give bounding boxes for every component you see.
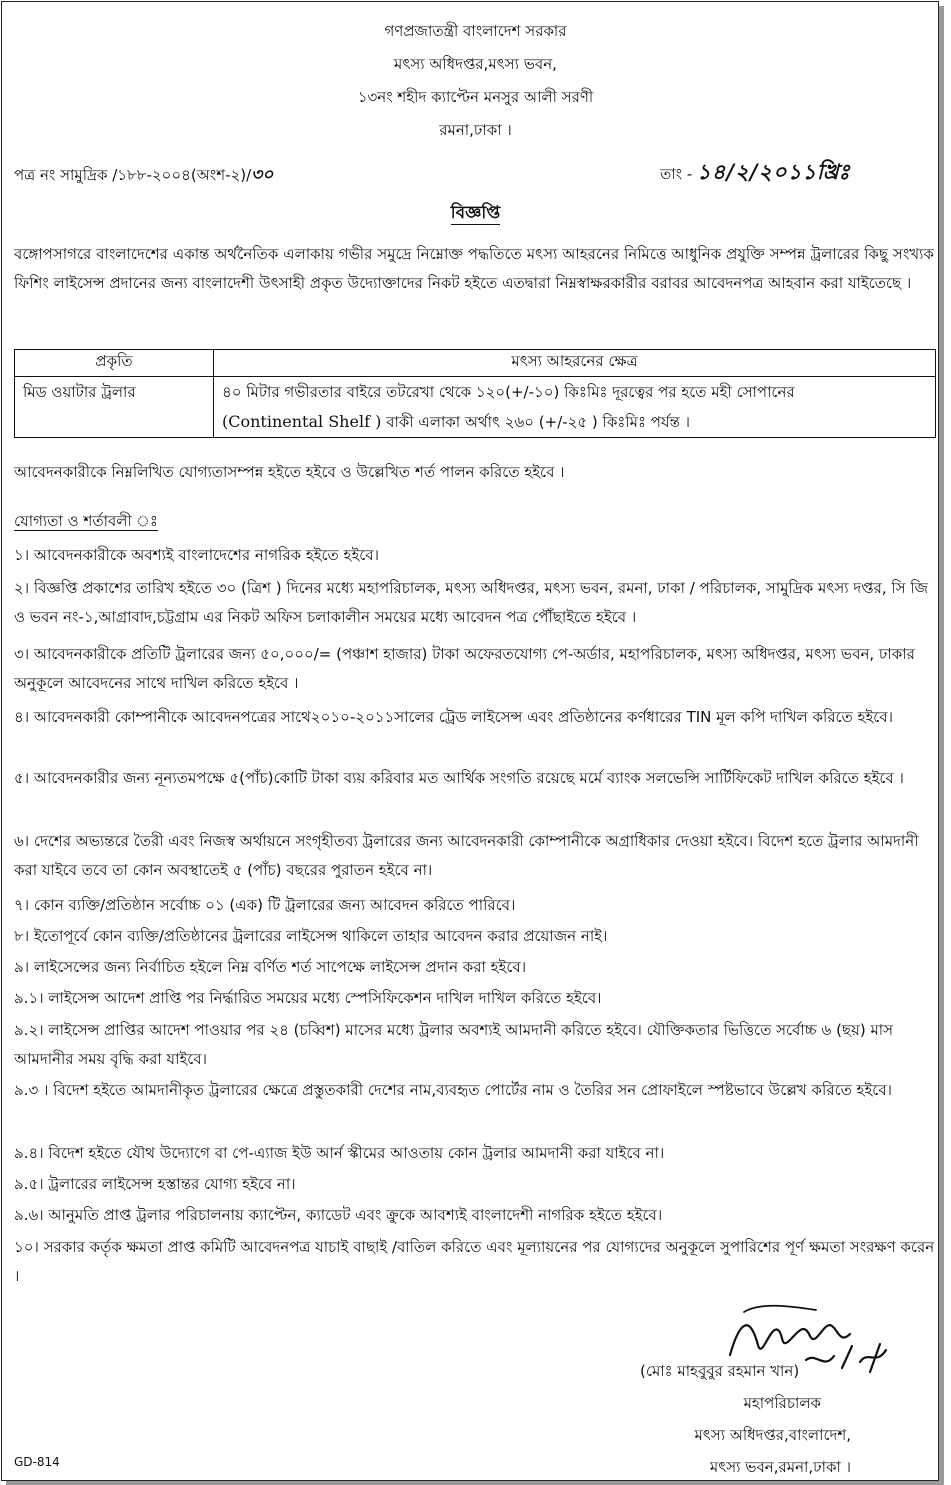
header-city: রমনা,ঢাকা । <box>439 121 512 139</box>
table-header-type: প্রকৃতি <box>15 350 214 377</box>
table-row <box>15 377 936 438</box>
condition-item: ৯.২। লাইসেন্স প্রাপ্তির আদেশ পাওয়ার পর ২৪ (চব্বিশ) মাসের মধ্যে ট্রলার অবশ্যই আমদানী করিতে হইবে। যৌক্তিকতার ভিত্তিতে সর্বোচ্চ ৬ (ছয়) মাস আমদানীর সময় বৃদ্ধি করা যাইবে। <box>14 1021 894 1068</box>
conditions-heading: যোগ্যতা ও শর্তাবলী ঃ <box>14 512 158 530</box>
condition-item: ৯.১। লাইসেন্স আদেশ প্রাপ্তি পর নির্দ্ধারিত সময়ের মধ্যে স্পেসিফিকেশন দাখিল দাখিল করিতে হইবে। <box>14 989 602 1007</box>
header-department: মৎস্য অধিদপ্তর,মৎস্য ভবন, <box>394 55 557 73</box>
continental-shelf-term: (Continental Shelf ) <box>222 412 382 431</box>
header-government: গণপ্রজাতন্ত্রী বাংলাদেশ সরকার <box>384 22 567 40</box>
condition-item: ৯.৫। ট্রলারের লাইসেন্স হস্তান্তর যোগ্য হইবে না। <box>14 1175 296 1193</box>
condition-item: ৬। দেশের অভ্যন্তরে তৈরী এবং নিজস্ব অর্থায়নে সংগৃহীতব্য ট্রলারের জন্য আবেদনকারী কোম্পানীকে অগ্রাধিকার দেওয়া হইবে। বিদেশ হতে ট্রলার আমদানী করা যাইবে তবে তা কোন অবস্থাতেই ৫ (পাঁচ) বছরের পুরাতন হইবে না। <box>14 832 919 879</box>
condition-item: ৯.৬। আনুমতি প্রাপ্ত ট্রলার পরিচালনায় ক্যাপ্টেন, ক্যাডেট এবং ক্রুকে আবশ্যই বাংলাদেশী নাগরিক হইতে হইবে। <box>14 1206 663 1224</box>
signatory-office: মৎস্য অধিদপ্তর,বাংলাদেশ, <box>694 1426 851 1444</box>
requirement-statement: আবেদনকারীকে নিম্নলিখিত যোগ্যতাসম্পন্ন হইতে হইবে ও উল্লেখিত শর্ত পালন করিতে হইবে । <box>14 463 565 481</box>
condition-item: ১। আবেদনকারীকে অবশ্যই বাংলাদেশের নাগরিক হইতে হইবে। <box>14 546 379 564</box>
condition-item: ৯.৩ । বিদেশ হইতে আমদানীকৃত ট্রলারের ক্ষেত্রে প্রস্তুতকারী দেশের নাম,ব্যবহৃত পোর্টের নাম ও তৈরির সন প্রোফাইলে স্পষ্টভাবে উল্লেখ করিতে হইবে। <box>14 1081 893 1099</box>
condition-item: ৪। আবেদনকারী কোম্পানীকে আবেদনপত্রের সাথে২০১০-২০১১সালের ট্রেড লাইসেন্স এবং প্রতিষ্ঠানের কর্ণধারের TIN মূল কপি দাখিল করিতে হইবে। <box>14 708 893 726</box>
notice-title: বিজ্ঞপ্তি <box>450 203 501 223</box>
table-header-area: মৎস্য আহরনের ক্ষেত্র <box>214 350 936 377</box>
condition-item: ৩। আবেদনকারীকে প্রতিটি ট্রলারের জন্য ৫০,০০০/= (পঞ্চাশ হাজার) টাকা অফেরতযোগ্য পে-অর্ডার, মহাপরিচালক, মৎস্য অধিদপ্তর, মৎস্য ভবন, ঢাকার অনুকূলে আবেদনের সাথে দাখিল করিতে হইবে । <box>14 645 915 692</box>
notice-date <box>660 156 851 191</box>
fishing-area-cell <box>214 377 936 438</box>
document-code: GD-814 <box>14 1455 60 1469</box>
trawler-type-cell: মিড ওয়াটার ট্রলার <box>15 377 214 438</box>
table-header-row <box>15 350 936 377</box>
fishing-zone-table <box>14 349 936 438</box>
condition-item: ৮। ইতোপূর্বে কোন ব্যক্তি/প্রতিষ্ঠানের ট্রলারের লাইসেন্স থাকিলে তাহার আবেদন করার প্রয়োজন নাই। <box>14 927 608 945</box>
memo-prefix: পত্র নং সামুদ্রিক /১৮৮-২০০৪(অংশ-২)/ <box>14 166 252 184</box>
date-handwritten: ১৪/২/২০১১খ্রিঃ <box>697 159 851 184</box>
condition-item: ২। বিজ্ঞপ্তি প্রকাশের তারিখ হইতে ৩০ (ত্রিশ ) দিনের মধ্যে মহাপরিচালক, মৎস্য অধিদপ্তর, মৎস্য ভবন, রমনা, ঢাকা / পরিচালক, সামুদ্রিক মৎস্য দপ্তর, সি জি ও ভবন নং-১,আগ্রাবাদ,চট্টগ্রাম এর নিকট অফিস চলাকালীন সময়ের মধ্যে আবেদন পত্র পৌঁছাইতে হইবে । <box>14 579 929 626</box>
condition-item: ১০। সরকার কর্তৃক ক্ষমতা প্রাপ্ত কমিটি আবেদনপত্র যাচাই বাছাই /বাতিল করিতে এবং মূল্যায়নের পর যোগ্যদের অনুকূলে সুপারিশের পূর্ণ ক্ষমতা সংরক্ষণ করেন । <box>14 1238 935 1285</box>
intro-paragraph: বঙ্গোপসাগরে বাংলাদেশের একান্ত অর্থনৈতিক এলাকায় গভীর সমুদ্রে নিম্নোক্ত পদ্ধতিতে মৎস্য আহরনের নিমিত্তে আধুনিক প্রযুক্তি সম্পন্ন ট্রলারের কিছু সংখ্যক ফিশিং লাইসেন্স প্রদানের জন্য বাংলাদেশী উৎসাহী প্রকৃত উদ্যোক্তাদের নিকট হইতে এতদ্বারা নিম্নস্বাক্ষরকারীর বরাবর আবেদনপত্র আহবান করা যাইতেছে । <box>14 245 934 292</box>
header-street: ১৩নং শহীদ ক্যাপ্টেন মনসুর আলী সরণী <box>357 88 594 106</box>
fishing-area-text-b: বাকী এলাকা অর্থাৎ ২৬০ (+/-২৫ ) কিঃমিঃ পর্যন্ত । <box>386 413 690 431</box>
condition-item: ৯.৪। বিদেশ হইতে যৌথ উদ্যোগে বা পে-এ্যাজ ইউ আর্ন স্কীমের আওতায় কোন ট্রলার আমদানী করা যাইবে না। <box>14 1144 665 1162</box>
signatory-address: মৎস্য ভবন,রমনা,ঢাকা । <box>709 1458 851 1476</box>
condition-item: ৯। লাইসেন্সের জন্য নির্বাচিত হইলে নিম্ন বর্ণিত শর্ত সাপেক্ষে লাইসেন্স প্রদান করা হইবে। <box>14 958 527 976</box>
memo-number <box>14 162 273 190</box>
date-label: তাং - <box>660 165 693 183</box>
memo-handwritten-number: ৩০ <box>251 165 274 185</box>
fishing-area-text-a: ৪০ মিটার গভীরতার বাইরে তটরেখা থেকে ১২০(+/-১০) কিঃমিঃ দূরত্বের পর হতে মহী সোপানের <box>222 383 795 401</box>
condition-item: ৫। আবেদনকারীর জন্য নূন্যতমপক্ষে ৫(পাঁচ)কোটি টাকা ব্যয় করিবার মত আর্থিক সংগতি রয়েছে মর্মে ব্যাংক সলভেন্সি সার্টিফিকেট দাখিল করিতে হইবে । <box>14 769 904 787</box>
signatory-name: (মোঃ মাহবুবুর রহমান খান) <box>640 1362 800 1380</box>
signatory-designation: মহাপরিচালক <box>743 1394 821 1412</box>
condition-item: ৭। কোন ব্যক্তি/প্রতিষ্ঠান সর্বোচ্চ ০১ (এক) টি ট্রলারের জন্য আবেদন করিতে পারিবে। <box>14 896 516 914</box>
